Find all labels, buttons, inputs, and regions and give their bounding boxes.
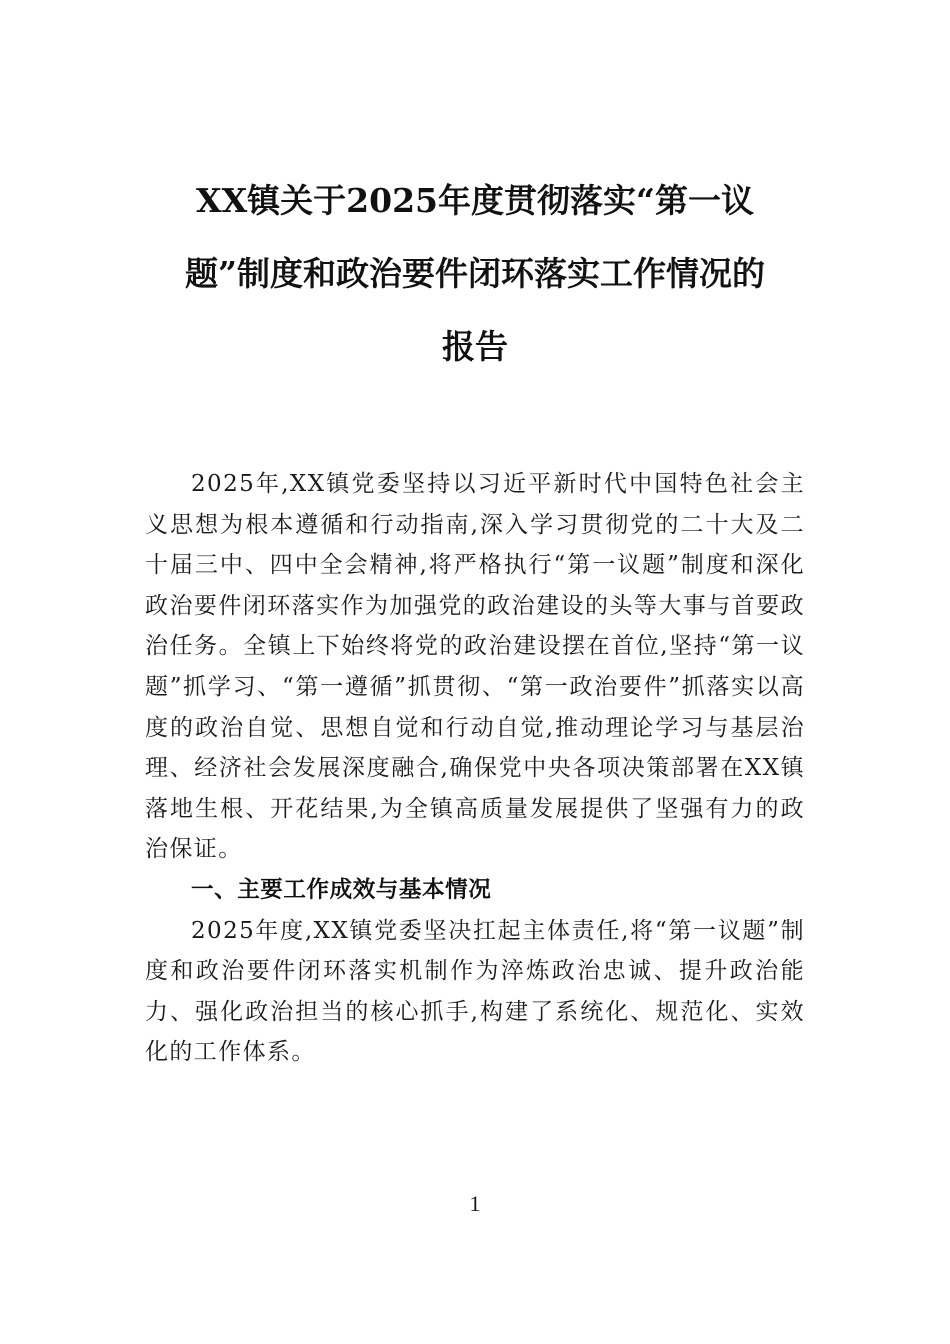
title-line-3: 报告	[442, 327, 508, 366]
document-body	[145, 464, 805, 1073]
title-line-2: 题”制度和政治要件闭环落实工作情况的	[185, 254, 765, 293]
intro-paragraph: 2025年,XX镇党委坚持以习近平新时代中国特色社会主义思想为根本遵循和行动指南,深入学习贯彻党的二十大及二十届三中、四中全会精神,将严格执行“第一议题”制度和深化政治要件闭环落实作为加强党的政治建设的头等大事与首要政治任务。全镇上下始终将党的政治建设摆在首位,坚持“第一议题”抓学习、“第一遵循”抓贯彻、“第一政治要件”抓落实以高度的政治自觉、思想自觉和行动自觉,推动理论学习与基层治理、经济社会发展深度融合,确保党中央各项决策部署在XX镇落地生根、开花结果,为全镇高质量发展提供了坚强有力的政治保证。	[145, 471, 805, 863]
section-heading: 一、主要工作成效与基本情况	[191, 876, 492, 903]
document-title	[150, 164, 800, 383]
title-line-1: XX镇关于2025年度贯彻落实“第一议	[195, 181, 755, 220]
section-paragraph: 2025年度,XX镇党委坚决扛起主体责任,将“第一议题”制度和政治要件闭环落实机制作为淬炼政治忠诚、提升政治能力、强化政治担当的核心抓手,构建了系统化、规范化、实效化的工作体系。	[145, 917, 805, 1066]
page-number: 1	[469, 1191, 481, 1216]
